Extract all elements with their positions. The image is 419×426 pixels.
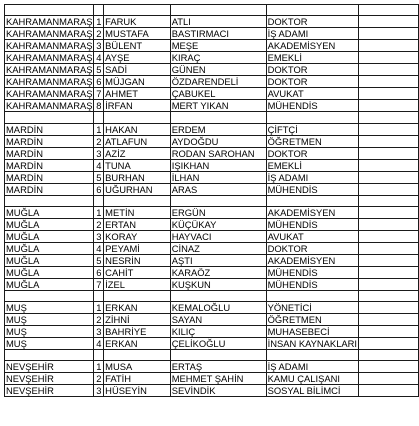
extra-cell[interactable] (359, 230, 419, 242)
extra-cell[interactable] (359, 64, 419, 76)
extra-cell[interactable] (359, 302, 419, 314)
extra-cell[interactable] (359, 195, 419, 206)
extra-cell[interactable] (359, 112, 419, 123)
extra-cell[interactable] (359, 314, 419, 326)
first-name-cell[interactable]: İZEL (104, 278, 171, 290)
profession-cell[interactable] (266, 290, 358, 301)
province-cell[interactable]: NEVŞEHİR (5, 373, 94, 385)
extra-cell[interactable] (359, 147, 419, 159)
first-name-cell[interactable]: KORAY (104, 230, 171, 242)
first-name-cell[interactable] (104, 195, 171, 206)
table-row (5, 135, 419, 147)
province-cell[interactable] (5, 290, 94, 301)
extra-cell[interactable] (359, 16, 419, 28)
first-name-cell[interactable]: UĞURHAN (104, 183, 171, 195)
profession-cell[interactable]: İNSAN KAYNAKLARI (267, 338, 358, 349)
last-name-cell[interactable]: IŞIKHAN (170, 159, 266, 171)
extra-cell[interactable] (359, 266, 419, 278)
first-name-cell[interactable]: ERKAN (104, 302, 171, 314)
province-cell[interactable]: KAHRAMANMARAŞ (6, 52, 93, 64)
first-name-cell[interactable]: SADİ (104, 64, 171, 76)
province-cell[interactable]: KAHRAMANMARAŞ (6, 64, 93, 76)
table-row (5, 290, 419, 301)
extra-cell[interactable] (359, 40, 419, 52)
table-row (5, 147, 419, 159)
extra-cell[interactable] (359, 385, 419, 397)
table-row (5, 171, 419, 183)
table-row (5, 195, 419, 206)
first-name-cell[interactable]: İRFAN (104, 100, 171, 112)
profession-cell[interactable] (266, 112, 358, 123)
profession-cell[interactable]: DOKTOR (266, 147, 358, 159)
table-row (5, 361, 419, 373)
last-name-cell[interactable] (170, 195, 266, 206)
first-name-cell[interactable]: BURHAN (104, 171, 171, 183)
first-name-cell[interactable]: MÜJGAN (104, 76, 171, 88)
table-row (5, 254, 419, 266)
rank-cell[interactable]: 6 (94, 183, 104, 195)
extra-cell[interactable] (359, 88, 419, 100)
rank-cell[interactable]: 1 (94, 123, 104, 135)
province-cell[interactable]: MUĞLA (5, 254, 94, 266)
first-name-cell[interactable]: BAHRİYE (104, 326, 171, 338)
profession-cell[interactable]: AKADEMİSYEN (266, 206, 358, 218)
first-name-cell[interactable] (104, 290, 171, 301)
first-name-cell[interactable]: TUNA (104, 159, 171, 171)
profession-cell[interactable]: YÖNETİCİ (266, 302, 358, 314)
extra-cell[interactable] (359, 373, 419, 385)
province-cell[interactable]: MUĞLA (5, 278, 94, 290)
province-cell[interactable]: MARDİN (5, 171, 94, 183)
table-row (5, 230, 419, 242)
first-name-cell[interactable]: HÜSEYİN (104, 385, 171, 397)
table-row (5, 52, 419, 64)
profession-cell[interactable]: AVUKAT (266, 88, 358, 100)
table-row (5, 302, 419, 314)
rank-cell[interactable]: 3 (94, 326, 104, 338)
last-name-cell[interactable]: MERT YIKAN (170, 100, 266, 112)
profession-cell[interactable]: SOSYAL BİLİMCİ (266, 385, 358, 397)
province-cell[interactable] (5, 350, 94, 361)
last-name-cell[interactable]: ÇELİKOĞLU (170, 338, 266, 350)
profession-cell[interactable]: EMEKLİ (266, 52, 358, 64)
province-cell[interactable]: MARDİN (5, 183, 94, 195)
extra-cell[interactable] (359, 28, 419, 40)
first-name-cell[interactable]: AHMET (104, 88, 171, 100)
first-name-cell[interactable]: ZİHNİ (104, 314, 171, 326)
profession-cell[interactable]: MÜHENDİS (266, 278, 358, 290)
extra-cell[interactable] (359, 338, 419, 350)
extra-cell[interactable] (359, 326, 419, 338)
last-name-cell[interactable]: CİNAZ (170, 242, 266, 254)
table-row (5, 206, 419, 218)
last-name-cell[interactable]: GÜNEN (170, 64, 266, 76)
province-cell[interactable]: KAHRAMANMARAŞ (6, 100, 93, 112)
rank-cell[interactable] (94, 195, 104, 206)
rank-cell[interactable]: 2 (94, 373, 104, 385)
rank-cell[interactable]: 7 (94, 88, 104, 100)
extra-cell[interactable] (359, 52, 419, 64)
extra-cell[interactable] (359, 254, 419, 266)
last-name-cell[interactable]: ÖZDARENDELİ (170, 76, 266, 88)
rank-cell[interactable]: 3 (94, 147, 104, 159)
province-cell[interactable]: MARDİN (5, 123, 94, 135)
table-row (5, 159, 419, 171)
extra-cell[interactable] (359, 290, 419, 301)
extra-cell[interactable] (359, 218, 419, 230)
last-name-cell[interactable]: KILIÇ (170, 326, 266, 338)
last-name-cell[interactable] (170, 5, 266, 16)
last-name-cell[interactable] (170, 112, 266, 123)
last-name-cell[interactable]: KEMALOĞLU (170, 302, 266, 314)
extra-cell[interactable] (359, 361, 419, 373)
last-name-cell[interactable]: ARAS (170, 183, 266, 195)
province-cell[interactable]: MUĞLA (5, 230, 94, 242)
extra-cell[interactable] (359, 100, 419, 112)
first-name-cell[interactable]: PEYAMİ (104, 242, 171, 254)
last-name-cell[interactable]: AYDOĞDU (170, 135, 266, 147)
last-name-cell[interactable]: MEHMET ŞAHİN (170, 373, 266, 385)
last-name-cell[interactable]: KIRAÇ (170, 52, 266, 64)
last-name-cell[interactable]: ERTAŞ (170, 361, 266, 373)
province-cell[interactable]: MARDİN (5, 159, 94, 171)
table-row (5, 278, 419, 290)
province-cell[interactable]: KAHRAMANMARAŞ (6, 76, 93, 88)
profession-cell[interactable]: İŞ ADAMI (266, 28, 358, 40)
rank-cell[interactable] (94, 5, 104, 16)
last-name-cell[interactable]: ÇABUKEL (170, 88, 266, 100)
last-name-cell[interactable]: ERGÜN (170, 206, 266, 218)
table-row (5, 338, 419, 350)
table-row (5, 64, 419, 76)
rank-cell[interactable]: 1 (94, 361, 104, 373)
spreadsheet-body (5, 5, 419, 397)
profession-cell[interactable]: AKADEMİSYEN (266, 254, 358, 266)
extra-cell[interactable] (359, 242, 419, 254)
table-row (5, 242, 419, 254)
last-name-cell[interactable] (170, 350, 266, 361)
rank-cell[interactable]: 4 (94, 159, 104, 171)
rank-cell[interactable]: 2 (94, 218, 104, 230)
province-cell[interactable]: KAHRAMANMARAŞ (6, 28, 93, 40)
profession-cell[interactable]: EMEKLİ (266, 159, 358, 171)
table-row (5, 28, 419, 40)
rank-cell[interactable]: 2 (94, 28, 104, 40)
rank-cell[interactable]: 5 (94, 254, 104, 266)
rank-cell[interactable]: 3 (94, 230, 104, 242)
rank-cell[interactable]: 5 (94, 171, 104, 183)
table-row (5, 123, 419, 135)
profession-cell[interactable]: DOKTOR (266, 76, 358, 88)
profession-cell[interactable] (266, 5, 358, 16)
first-name-cell[interactable]: FARUK (104, 16, 171, 28)
profession-cell[interactable]: MÜHENDİS (266, 100, 358, 112)
last-name-cell[interactable]: RODAN SAROHAN (170, 147, 266, 159)
extra-cell[interactable] (359, 350, 419, 361)
first-name-cell[interactable]: MUSA (104, 361, 171, 373)
rank-cell[interactable]: 4 (94, 242, 104, 254)
table-row (5, 88, 419, 100)
province-cell[interactable]: KAHRAMANMARAŞ (6, 88, 93, 100)
rank-cell[interactable] (94, 112, 104, 123)
extra-cell[interactable] (359, 135, 419, 147)
province-cell[interactable]: MUŞ (5, 338, 94, 350)
last-name-cell[interactable]: MEŞE (170, 40, 266, 52)
profession-cell[interactable]: İŞ ADAMI (266, 171, 358, 183)
profession-cell[interactable]: İŞ ADAMI (266, 361, 358, 373)
province-cell[interactable] (5, 112, 94, 123)
table-row (5, 385, 419, 397)
table-row (5, 5, 419, 16)
rank-cell[interactable]: 3 (94, 385, 104, 397)
extra-cell[interactable] (359, 159, 419, 171)
province-cell[interactable]: KAHRAMANMARAŞ (6, 16, 93, 28)
table-row (5, 218, 419, 230)
rank-cell[interactable]: 2 (94, 135, 104, 147)
rank-cell[interactable]: 6 (94, 266, 104, 278)
first-name-cell[interactable]: NESRİN (104, 254, 171, 266)
table-row (5, 112, 419, 123)
rank-cell[interactable]: 7 (94, 278, 104, 290)
table-row (5, 350, 419, 361)
table-row (5, 266, 419, 278)
rank-cell[interactable]: 4 (94, 338, 104, 350)
last-name-cell[interactable]: İLHAN (170, 171, 266, 183)
province-cell[interactable]: MARDİN (5, 147, 94, 159)
spreadsheet-grid (4, 4, 419, 397)
profession-cell[interactable]: MÜHENDİS (266, 218, 358, 230)
extra-cell[interactable] (359, 183, 419, 195)
rank-cell[interactable]: 1 (94, 16, 104, 28)
last-name-cell[interactable]: SAYAN (170, 314, 266, 326)
province-cell[interactable]: MUĞLA (5, 242, 94, 254)
extra-cell[interactable] (359, 206, 419, 218)
table-row (5, 326, 419, 338)
last-name-cell[interactable]: ERDEM (170, 123, 266, 135)
table-row (5, 100, 419, 112)
extra-cell[interactable] (359, 171, 419, 183)
extra-cell[interactable] (359, 278, 419, 290)
profession-cell[interactable]: ÖĞRETMEN (266, 135, 358, 147)
extra-cell[interactable] (359, 76, 419, 88)
first-name-cell[interactable]: BÜLENT (104, 40, 171, 52)
province-cell[interactable]: MUĞLA (5, 266, 94, 278)
table-row (5, 314, 419, 326)
province-cell[interactable]: NEVŞEHİR (5, 361, 94, 373)
first-name-cell[interactable]: AZİZ (104, 147, 171, 159)
profession-cell[interactable]: KAMU ÇALIŞANI (266, 373, 358, 385)
last-name-cell[interactable]: HAYVACI (170, 230, 266, 242)
extra-cell[interactable] (359, 5, 419, 16)
rank-cell[interactable]: 6 (94, 76, 104, 88)
first-name-cell[interactable]: FATİH (104, 373, 171, 385)
profession-cell[interactable] (266, 350, 358, 361)
profession-cell[interactable]: DOKTOR (266, 16, 358, 28)
rank-cell[interactable]: 3 (94, 40, 104, 52)
rank-cell[interactable]: 1 (94, 206, 104, 218)
table-row (5, 183, 419, 195)
extra-cell[interactable] (359, 123, 419, 135)
last-name-cell[interactable] (170, 290, 266, 301)
table-row (5, 373, 419, 385)
table-row (5, 76, 419, 88)
rank-cell[interactable] (94, 290, 104, 301)
profession-cell[interactable] (266, 195, 358, 206)
province-cell[interactable]: MUĞLA (5, 206, 94, 218)
first-name-cell[interactable] (104, 350, 171, 361)
first-name-cell[interactable]: HAKAN (104, 123, 171, 135)
first-name-cell[interactable]: AYŞE (104, 52, 171, 64)
rank-cell[interactable]: 4 (94, 52, 104, 64)
last-name-cell[interactable]: KARAÖZ (170, 266, 266, 278)
province-cell[interactable]: KAHRAMANMARAŞ (6, 40, 93, 52)
profession-cell[interactable]: ÖĞRETMEN (266, 314, 358, 326)
last-name-cell[interactable]: KUŞKUN (170, 278, 266, 290)
province-cell[interactable]: MUŞ (5, 314, 94, 326)
profession-cell[interactable]: AVUKAT (266, 230, 358, 242)
profession-cell[interactable]: MÜHENDİS (266, 266, 358, 278)
first-name-cell[interactable]: METİN (104, 206, 171, 218)
rank-cell[interactable]: 8 (94, 100, 104, 112)
first-name-cell[interactable] (104, 5, 171, 16)
rank-cell[interactable]: 1 (94, 302, 104, 314)
last-name-cell[interactable]: AŞTI (170, 254, 266, 266)
province-cell[interactable] (5, 195, 94, 206)
province-cell[interactable]: MUĞLA (5, 218, 94, 230)
profession-cell[interactable]: MÜHENDİS (266, 183, 358, 195)
profession-cell[interactable]: DOKTOR (266, 242, 358, 254)
first-name-cell[interactable] (104, 112, 171, 123)
profession-cell[interactable]: AKADEMİSYEN (266, 40, 358, 52)
last-name-cell[interactable]: ATLI (170, 16, 266, 28)
rank-cell[interactable]: 2 (94, 314, 104, 326)
first-name-cell[interactable]: CAHİT (104, 266, 171, 278)
first-name-cell[interactable]: MUSTAFA (104, 28, 171, 40)
rank-cell[interactable] (94, 350, 104, 361)
rank-cell[interactable]: 5 (94, 64, 104, 76)
province-cell[interactable] (5, 5, 94, 16)
profession-cell[interactable]: DOKTOR (266, 64, 358, 76)
first-name-cell[interactable]: ERKAN (104, 338, 171, 350)
province-cell[interactable]: MUŞ (5, 302, 94, 314)
first-name-cell[interactable]: ERTAN (104, 218, 171, 230)
province-cell[interactable]: NEVŞEHİR (5, 385, 94, 397)
province-cell[interactable]: MARDİN (5, 135, 94, 147)
last-name-cell[interactable]: SEVİNDİK (170, 385, 266, 397)
table-row (5, 16, 419, 28)
profession-cell[interactable]: MUHASEBECİ (266, 326, 358, 338)
last-name-cell[interactable]: BASTIRMACI (170, 28, 266, 40)
last-name-cell[interactable]: KÜÇÜKAY (170, 218, 266, 230)
table-row (5, 40, 419, 52)
profession-cell[interactable]: ÇİFTÇİ (266, 123, 358, 135)
first-name-cell[interactable]: ATLAFUN (104, 135, 171, 147)
province-cell[interactable]: MUŞ (5, 326, 94, 338)
